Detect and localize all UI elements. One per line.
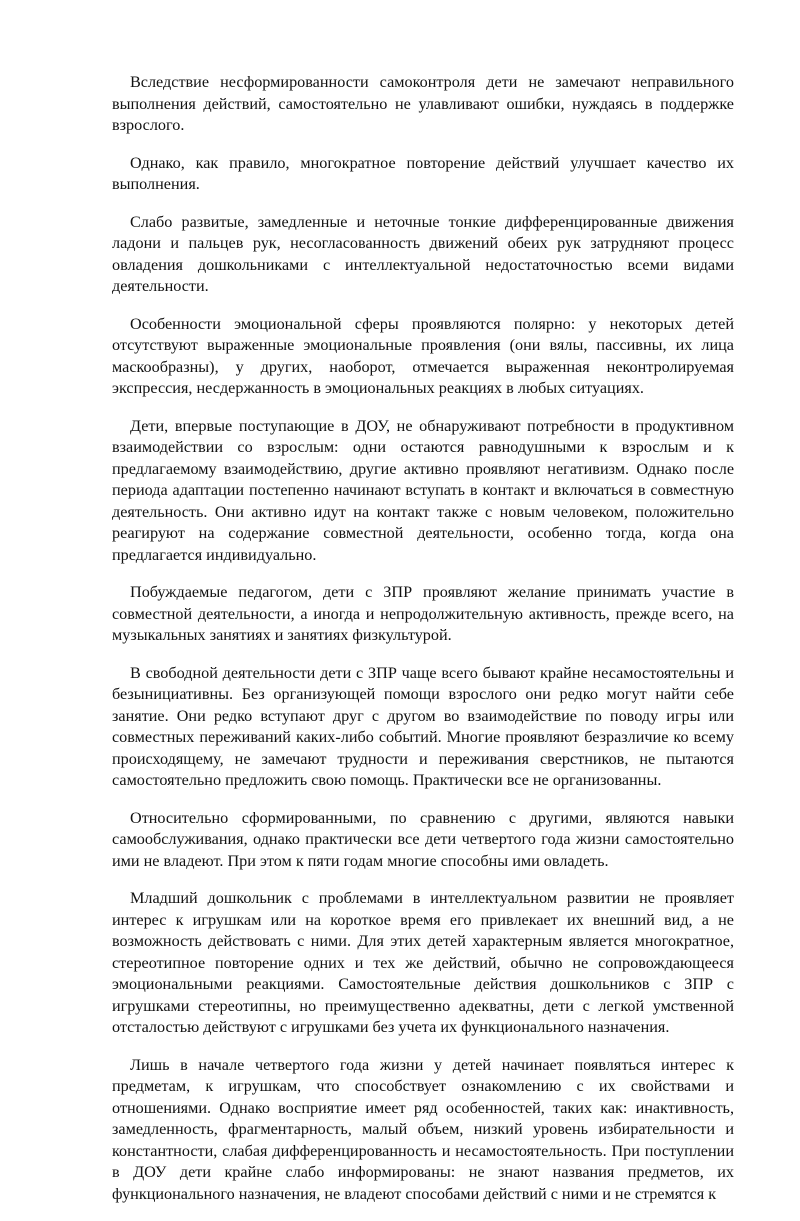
paragraph-toys: Младший дошкольник с проблемами в интеллектуальном развитии не проявляет интерес к игрушкам или на короткое время его привлекает их внешний вид, а не возможность действовать с ними. Для этих детей характерным является многократное, стереотипное повторение одних и тех же действий, обычно не сопровождающееся эмоциональными реакциями. Самостоятельные действия дошкольников с ЗПР с игрушками стереотипны, но преимущественно адекватны, дети с легкой умственной отсталостью действуют с игрушками без учета их функционального назначения. (112, 889, 734, 1036)
paragraph-free-activity: В свободной деятельности дети с ЗПР чаще всего бывают крайне несамостоятельны и безынициативны. Без организующей помощи взрослого они редко могут найти себе занятие. Они редко вступают друг с другом во взаимодействие по поводу игры или совместных переживаний каких-либо событий. Многие проявляют безразличие ко всему происходящему, не замечают трудности и переживания сверстников, не пытаются самостоятельно предложить свою помощь. Практически все не организованны. (112, 663, 734, 789)
paragraph-joint-activity: Побуждаемые педагогом, дети с ЗПР проявляют желание принимать участие в совместной деятельности, а иногда и непродолжительную активность, прежде всего, на музыкальных занятиях и занятиях физкультурой. (112, 583, 734, 644)
paragraph-emotional-sphere: Особенности эмоциональной сферы проявляются полярно: у некоторых детей отсутствуют выраженные эмоциональные проявления (они вялы, пассивны, их лица маскообразны), у других, наоборот, отмечается выраженная неконтролируемая экспрессия, несдержанность в эмоциональных реакциях в любых ситуациях. (112, 314, 734, 397)
paragraph-self-control: Вследствие несформированности самоконтроля дети не замечают неправильного выполнения действий, самостоятельно не улавливают ошибки, нуждаясь в поддержке взрослого. (112, 73, 734, 134)
paragraph-fine-motor: Слабо развитые, замедленные и неточные тонкие дифференцированные движения ладони и пальцев рук, несогласованность движений обеих рук затрудняют процесс овладения дошкольниками с интеллектуальной недостаточностью всеми видами деятельности. (112, 212, 734, 295)
paragraph-self-care: Относительно сформированными, по сравнению с другими, являются навыки самообслуживания, однако практически все дети четвертого года жизни самостоятельно ими не владеют. При этом к пяти годам многие способны ими овладеть. (112, 808, 734, 870)
paragraph-repetition: Однако, как правило, многократное повторение действий улучшает качество их выполнения. (112, 153, 734, 193)
paragraph-interaction-adults: Дети, впервые поступающие в ДОУ, не обнаруживают потребности в продуктивном взаимодействии со взрослым: одни остаются равнодушными к взрослым и к предлагаемому взаимодействию, другие активно проявляют негативизм. Однако после периода адаптации постепенно начинают вступать в контакт и включаться в совместную деятельность. Они активно идут на контакт также с новым человеком, положительно реагируют на содержание совместной деятельности, особенно тогда, когда она предлагается индивидуально. (112, 416, 734, 564)
document-page (112, 72, 734, 1221)
paragraph-perception: Лишь в начале четвертого года жизни у детей начинает появляться интерес к предметам, к игрушкам, что способствует ознакомлению с их свойствами и отношениями. Однако восприятие имеет ряд особенностей, таких как: инактивность, замедленность, фрагментарность, малый объем, низкий уровень избирательности и константности, слабая дифференцированность и несамостоятельность. При поступлении в ДОУ дети крайне слабо информированы: не знают названия предметов, их функционального назначения, не владеют способами действий с ними и не стремятся к (112, 1055, 734, 1203)
